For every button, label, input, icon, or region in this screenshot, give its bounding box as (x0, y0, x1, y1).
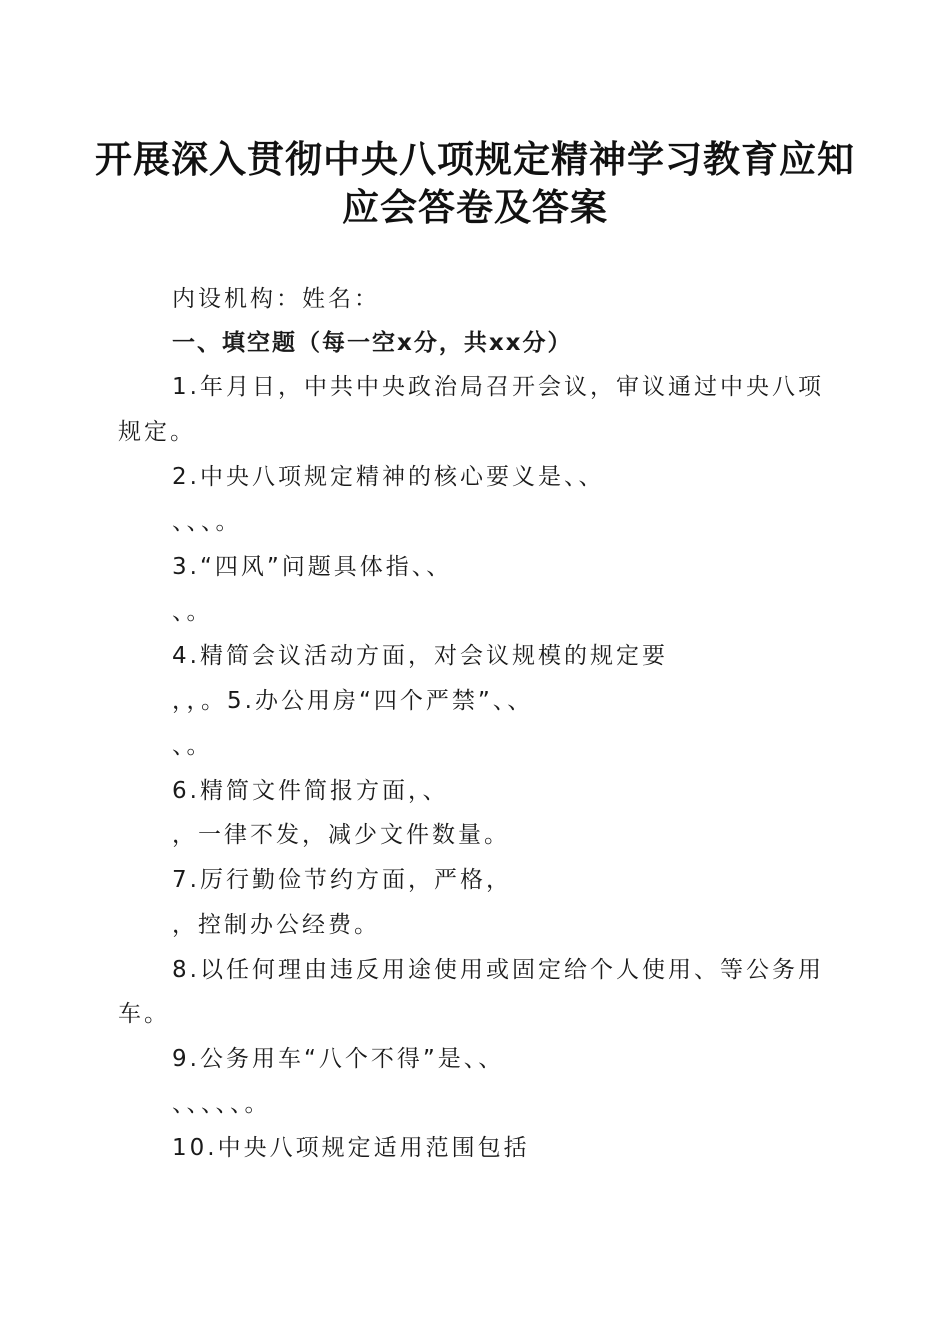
question-line: 7.厉行勤俭节约方面，严格， (172, 867, 512, 893)
section-heading: 一、填空题（每一空x分，共xx分） (172, 330, 573, 356)
question-line: 9.公务用车“八个不得”是、、 (172, 1046, 505, 1072)
question-line: 6.精简文件简报方面，、 (172, 778, 449, 804)
question-line: 10.中央八项规定适用范围包括 (172, 1135, 530, 1161)
question-line: ，一律不发，减少文件数量。 (172, 822, 510, 848)
question-line: 8.以任何理由违反用途使用或固定给个人使用、等公务用 (172, 957, 824, 983)
question-line: ，，。5.办公用房“四个严禁”、、 (172, 688, 534, 714)
question-line: 、。 (172, 733, 213, 759)
question-line: 、、、、、。 (172, 1091, 271, 1117)
header-line: 内设机构：姓名： (172, 286, 380, 312)
question-line: 车。 (118, 1001, 170, 1027)
question-line: 2.中央八项规定精神的核心要义是、、 (172, 464, 605, 490)
document-title-line-2: 应会答卷及答案 (342, 185, 608, 229)
question-line: 1.年月日，中共中央政治局召开会议，审议通过中央八项 (172, 374, 824, 400)
question-line: ，控制办公经费。 (172, 912, 380, 938)
document-title-line-1: 开展深入贯彻中央八项规定精神学习教育应知 (95, 137, 855, 181)
question-line: 规定。 (118, 419, 196, 445)
question-line: 、。 (172, 599, 213, 625)
question-line: 、、、。 (172, 509, 242, 535)
question-line: 3.“四风”问题具体指、、 (172, 554, 453, 580)
question-line: 4.精简会议活动方面，对会议规模的规定要 (172, 643, 668, 669)
